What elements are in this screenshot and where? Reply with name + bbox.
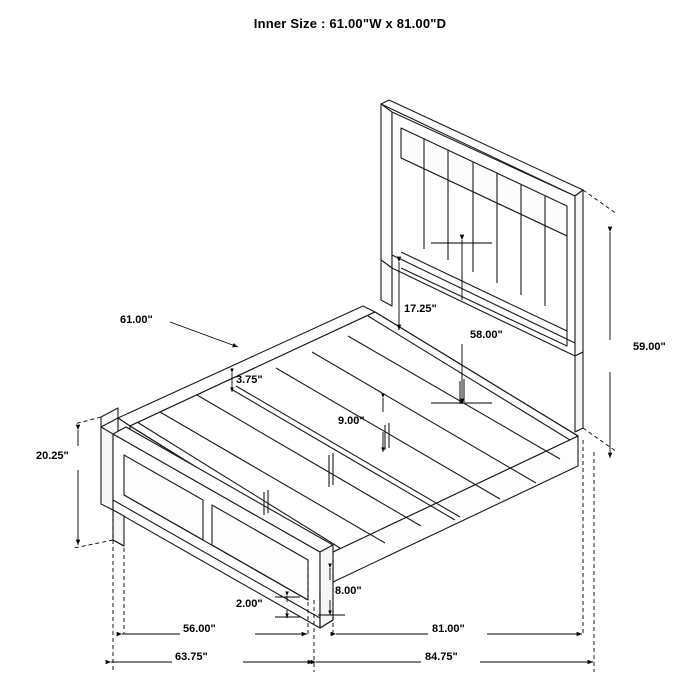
dim-label-footboard-overhang: 2.00" [236, 598, 263, 610]
page-title: Inner Size : 61.00"W x 81.00"D [253, 16, 447, 31]
dim-label-ground-clearance: 8.00" [335, 585, 362, 597]
ext-59-top [583, 190, 617, 214]
dim-label-headboard-height: 58.00" [470, 329, 503, 341]
dim-label-inner-depth: 81.00" [432, 623, 465, 635]
ext-20-bottom [74, 540, 113, 548]
dim-label-headboard-panel: 17.25" [404, 303, 437, 315]
leader-61 [170, 322, 238, 347]
dim-label-inner-width: 61.00" [120, 314, 153, 326]
ext-59-bottom [583, 428, 617, 452]
dim-label-overall-width: 63.75" [175, 651, 208, 663]
ext-20-top [74, 417, 101, 424]
bed-outline [101, 100, 583, 628]
dim-label-rail-thickness: 3.75" [236, 374, 263, 386]
dim-label-overall-height: 59.00" [633, 341, 666, 353]
dim-label-overall-depth: 84.75" [425, 651, 458, 663]
dim-label-slat-clearance: 9.00" [338, 415, 365, 427]
dim-label-footboard-height: 20.25" [36, 450, 69, 462]
dim-label-inner-width-bottom: 56.00" [183, 623, 216, 635]
